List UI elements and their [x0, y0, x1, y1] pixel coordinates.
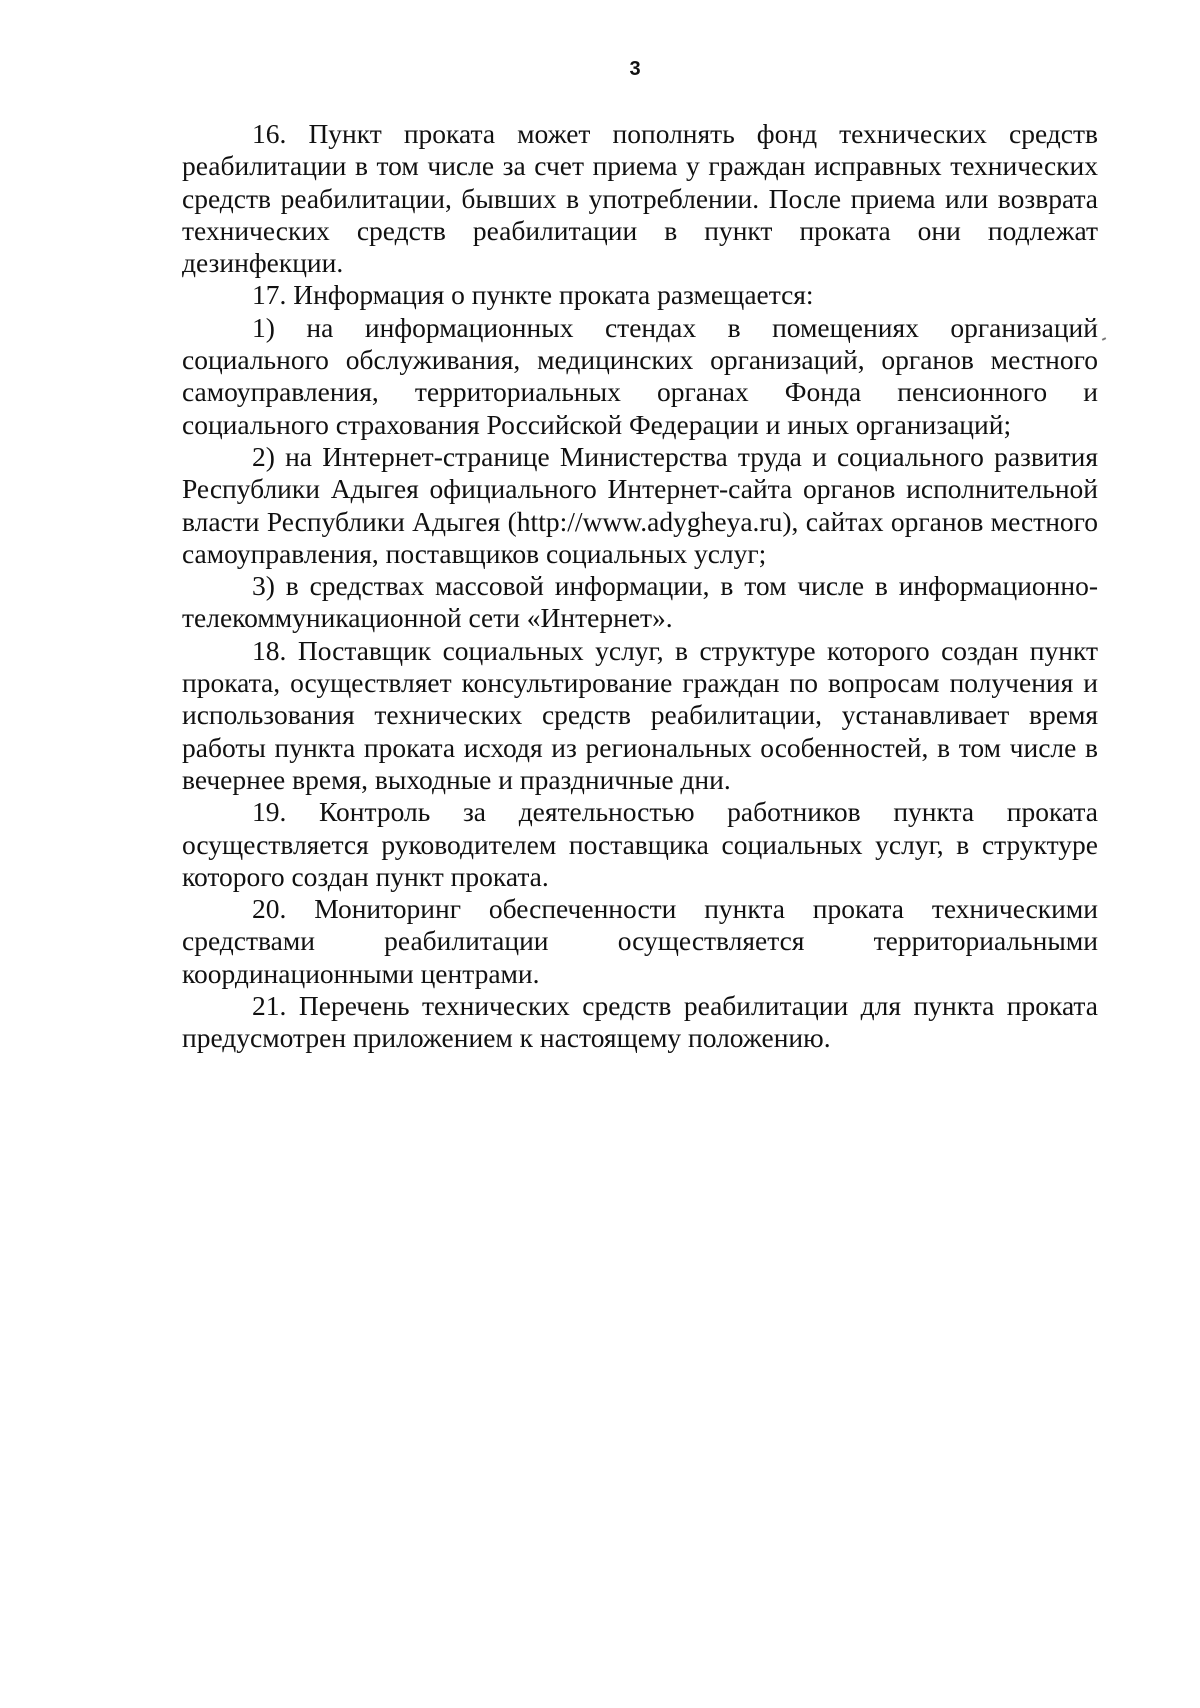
- paragraph-19: 19. Контроль за деятельностью работников пункта проката осуществляется руководителем поставщика социальных услуг, в структуре которого создан пункт проката.: [182, 796, 1098, 892]
- paragraph-17-item-2: 2) на Интернет-странице Министерства труда и социального развития Республики Адыгея официального Интернет-сайта органов исполнительной власти Республики Адыгея (http://www.adygheya.ru), сайтах органов местного самоуправления, поставщиков социальных услуг;: [182, 440, 1098, 569]
- paragraph-17-item-3: 3) в средствах массовой информации, в том числе в информационно-телекоммуникационной сети «Интернет».: [182, 570, 1098, 634]
- paragraph-17: 17. Информация о пункте проката размещается:: [252, 279, 814, 311]
- paragraph-16: 16. Пункт проката может пополнять фонд технических средств реабилитации в том числе за счет приема у граждан исправных технических средств реабилитации, бывших в употреблении. После приема или возврата технических средств реабилитации в пункт проката они подлежат дезинфекции.: [182, 118, 1098, 279]
- paragraph-17-item-1: 1) на информационных стендах в помещениях организаций социального обслуживания, медицинских организаций, органов местного самоуправления, территориальных органах Фонда пенсионного и социального страхования Российской Федерации и иных организаций;: [182, 311, 1098, 440]
- paragraph-21: 21. Перечень технических средств реабилитации для пункта проката предусмотрен приложением к настоящему положению.: [182, 990, 1098, 1054]
- document-body: [182, 118, 1098, 1055]
- scan-speck: [1102, 337, 1106, 341]
- paragraph-20: 20. Мониторинг обеспеченности пункта проката техническими средствами реабилитации осуществляется территориальными координационными центрами.: [182, 893, 1098, 989]
- page-number: 3: [629, 58, 641, 80]
- paragraph-18: 18. Поставщик социальных услуг, в структуре которого создан пункт проката, осуществляет консультирование граждан по вопросам получения и использования технических средств реабилитации, устанавливает время работы пункта проката исходя из региональных особенностей, в том числе в вечернее время, выходные и праздничные дни.: [182, 634, 1098, 795]
